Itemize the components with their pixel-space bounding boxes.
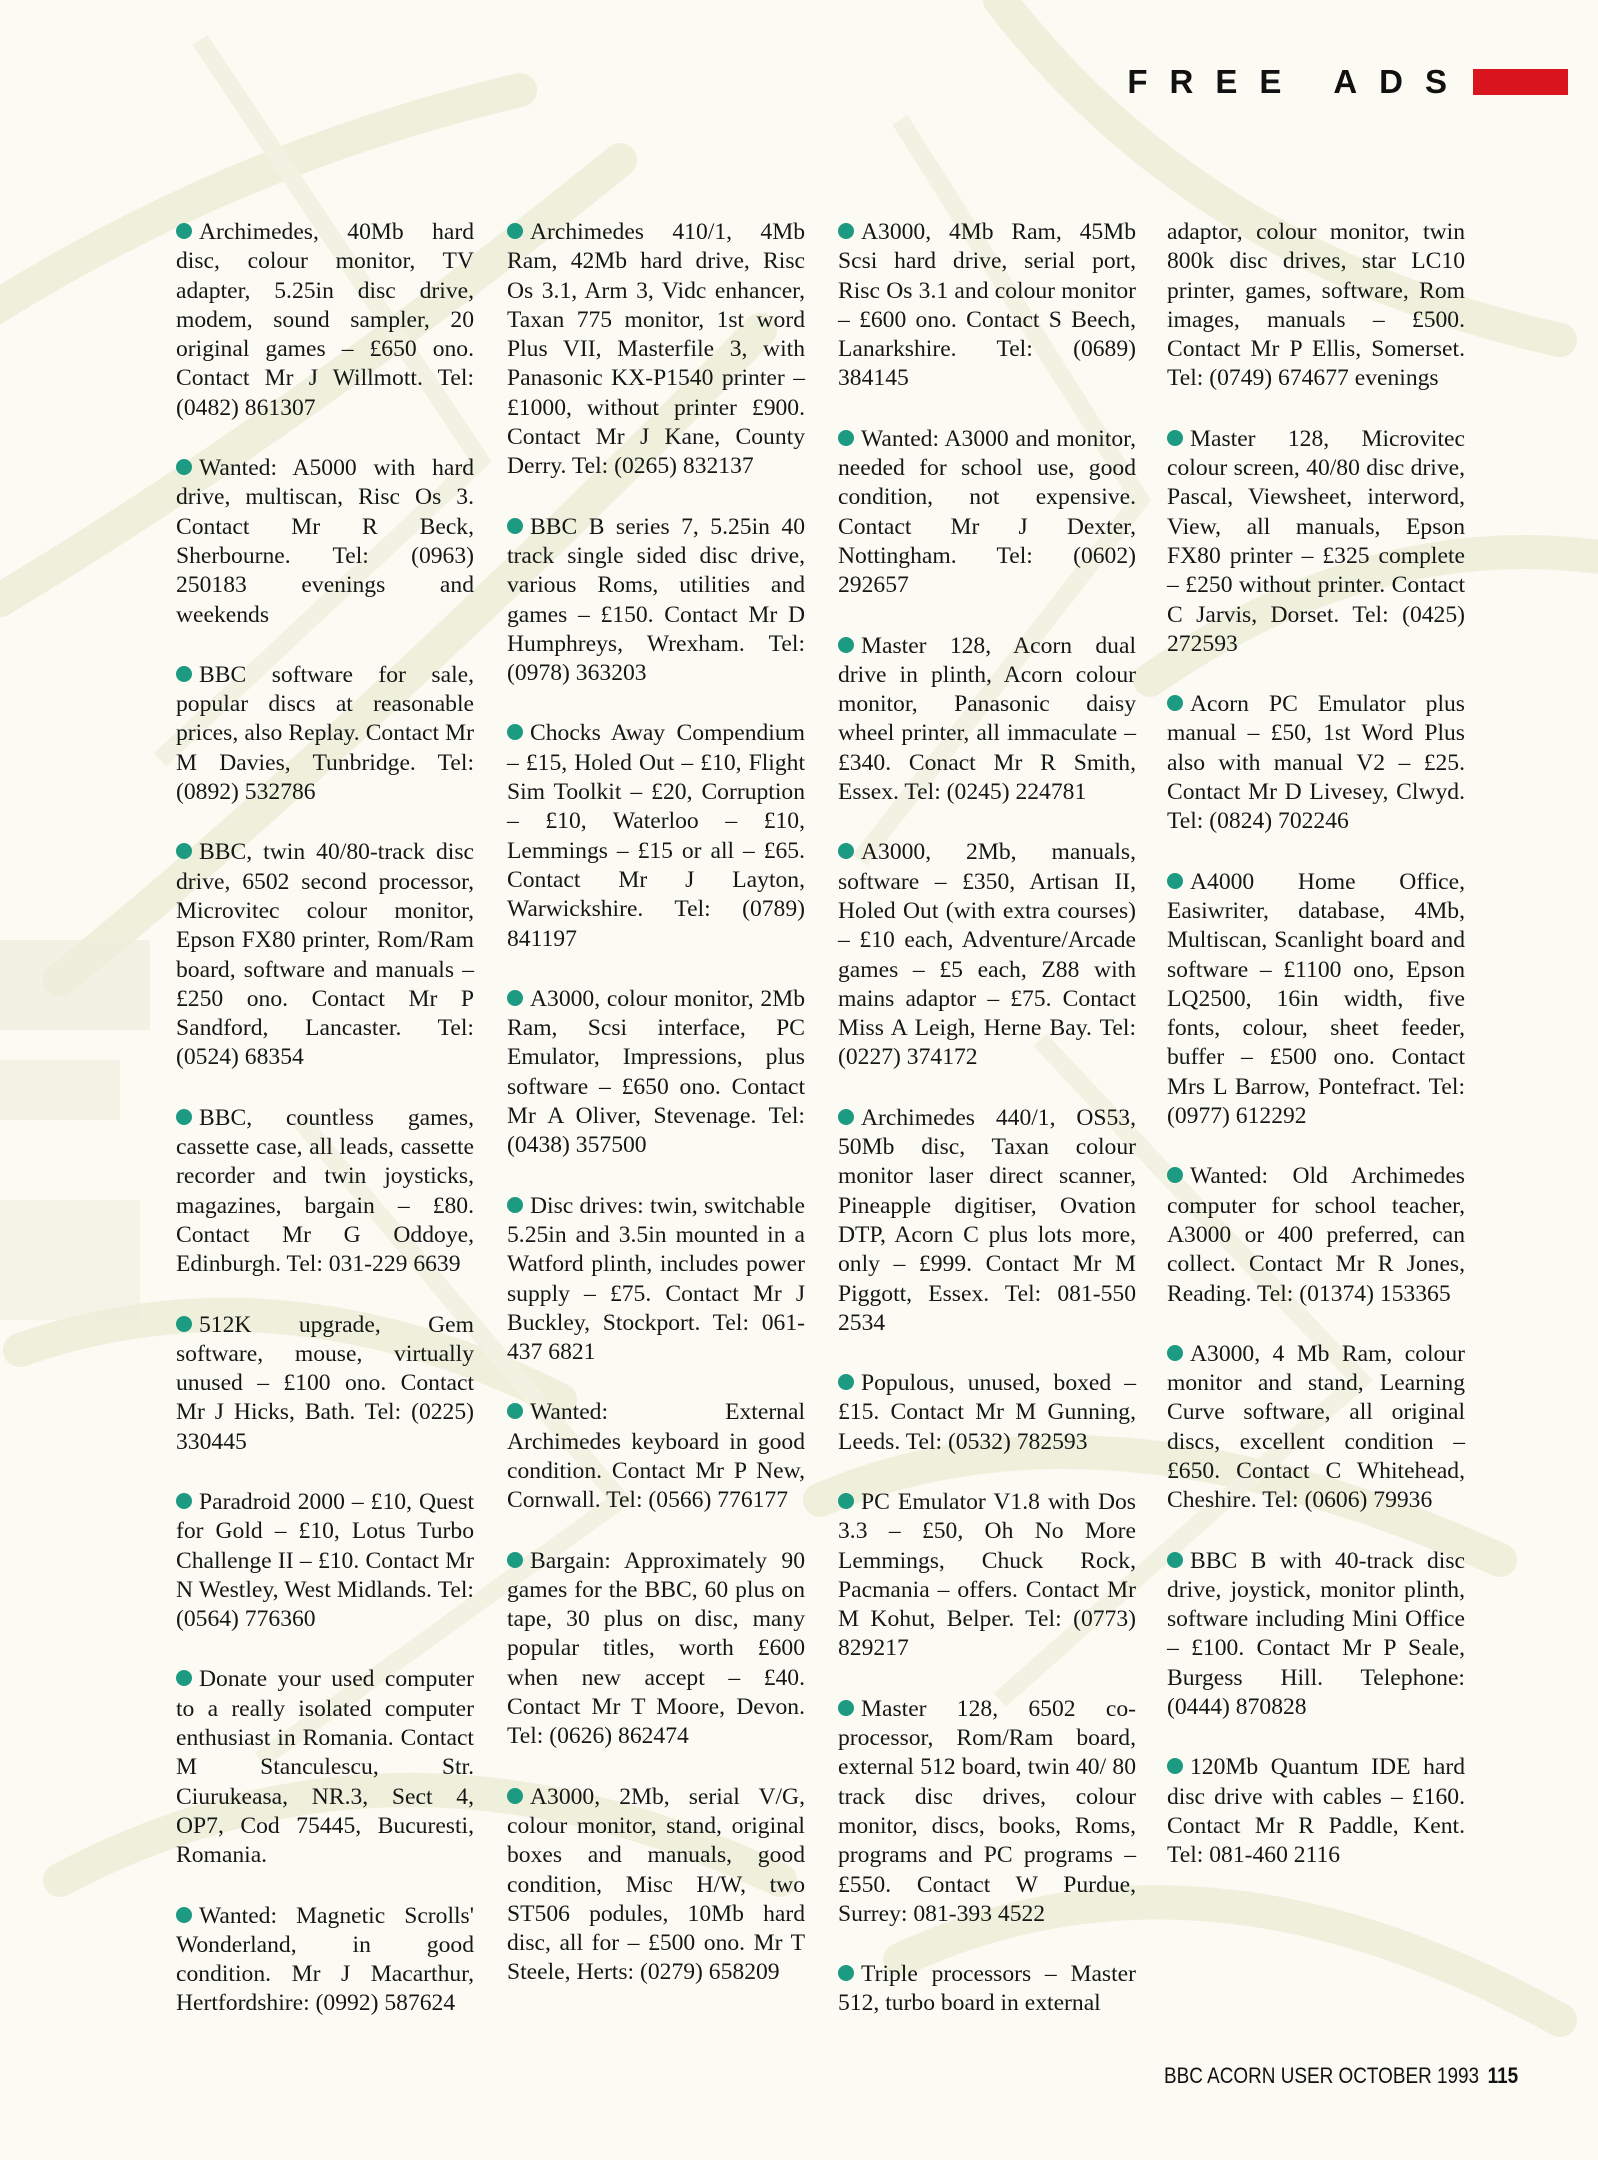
ad-text: A3000, colour monitor, 2Mb Ram, Scsi interface, PC Emulator, Impressions, plus software – £650 ono. Contact Mr A Oliver, Stevenage. Tel: (0438) 357500 (507, 985, 805, 1159)
ad-text: BBC, twin 40/80-track disc drive, 6502 second processor, Microvitec colour monitor, Epson FX80 printer, Rom/Ram board, software and manuals – £250 ono. Contact Mr P Sandford, Lancaster. Tel: (0524) 68354 (176, 839, 474, 1071)
classified-ad (176, 838, 474, 1072)
bullet-icon (176, 223, 192, 239)
ad-text: Archimedes 440/1, OS53, 50Mb disc, Taxan colour monitor laser direct scanner, Pineapple digitiser, Ovation DTP, Acorn C plus lots more, only – £999. Contact Mr M Piggott, Essex. Tel: 081-550 2534 (838, 1104, 1136, 1336)
bullet-icon (507, 1552, 523, 1568)
ad-text: BBC B series 7, 5.25in 40 track single sided disc drive, various Roms, utilities and games – £150. Contact Mr D Humphreys, Wrexham. Tel: (0978) 363203 (507, 513, 805, 687)
header-accent-bar (1473, 69, 1568, 95)
classified-ad (1167, 1753, 1465, 1870)
bullet-icon (176, 1907, 192, 1923)
classified-ad (838, 1369, 1136, 1457)
ad-text: A4000 Home Office, Easiwriter, database, 4Mb, Multiscan, Scanlight board and software – £1100 ono, Epson LQ2500, 16in width, five fonts, colour, sheet feeder, buffer – £500 ono. Contact Mrs L Barrow, Pontefract. Tel: (0977) 612292 (1167, 868, 1465, 1130)
ad-text: Archimedes, 40Mb hard disc, colour monitor, TV adapter, 5.25in disc drive, modem, sound sampler, 20 original games – £650 ono. Contact Mr J Willmott. Tel: (0482) 861307 (176, 219, 474, 421)
classified-ad (838, 425, 1136, 601)
ad-text: Donate your used computer to a really isolated computer enthusiast in Romania. Contact M Stanculescu, Str. Ciurukeasa, NR.3, Sect 4, OP7, Cod 75445, Bucuresti, Romania. (176, 1666, 474, 1869)
bullet-icon (1167, 1552, 1183, 1568)
bullet-icon (176, 666, 192, 682)
ad-text: A3000, 4 Mb Ram, colour monitor and stand, Learning Curve software, all original discs, excellent condition – £650. Contact C Whitehead, Cheshire. Tel: (0606) 79936 (1167, 1340, 1465, 1514)
ads-columns (176, 218, 1466, 2038)
ad-text: Wanted: A3000 and monitor, needed for school use, good condition, not expensive. Contact Mr J Dexter, Nottingham. Tel: (0602) 292657 (838, 425, 1136, 599)
bullet-icon (176, 1316, 192, 1332)
bullet-icon (838, 223, 854, 239)
ad-text: Bargain: Approximately 90 games for the BBC, 60 plus on tape, 30 plus on disc, many popular titles, worth £600 when new accept – £40. Contact Mr T Moore, Devon. Tel: (0626) 862474 (507, 1547, 805, 1750)
column-4 (1167, 218, 1465, 1902)
ad-text: 120Mb Quantum IDE hard disc drive with cables – £160. Contact Mr R Paddle, Kent. Tel: 081-460 2116 (1167, 1754, 1465, 1869)
ad-text: Acorn PC Emulator plus manual – £50, 1st Word Plus also with manual V2 – £25. Contact Mr D Livesey, Clwyd. Tel: (0824) 702246 (1167, 691, 1465, 835)
bullet-icon (838, 1374, 854, 1390)
bullet-icon (507, 1788, 523, 1804)
bullet-icon (176, 1670, 192, 1686)
bullet-icon (176, 459, 192, 475)
classified-ad (838, 838, 1136, 1072)
bullet-icon (507, 1403, 523, 1419)
ad-text: BBC B with 40-track disc drive, joystick, monitor plinth, software including Mini Office – £100. Contact Mr P Seale, Burgess Hill. Telephone: (0444) 870828 (1167, 1547, 1465, 1721)
section-title: FREE ADS (1127, 63, 1469, 100)
classified-ad (176, 1488, 474, 1634)
bullet-icon (838, 1109, 854, 1125)
ad-text: BBC, countless games, cassette case, all leads, cassette recorder and twin joysticks, magazines, bargain – £80. Contact Mr G Oddoye, Edinburgh. Tel: 031-229 6639 (176, 1104, 474, 1278)
classified-ad (176, 661, 474, 807)
classified-ad (176, 218, 474, 423)
ad-text: Populous, unused, boxed – £15. Contact Mr M Gunning, Leeds. Tel: (0532) 782593 (838, 1370, 1136, 1455)
ad-text: 512K upgrade, Gem software, mouse, virtually unused – £100 ono. Contact Mr J Hicks, Bath. Tel: (0225) 330445 (176, 1311, 474, 1455)
bullet-icon (176, 1109, 192, 1125)
bullet-icon (176, 1493, 192, 1509)
classified-ad (838, 218, 1136, 394)
bullet-icon (838, 1700, 854, 1716)
classified-ad (507, 1783, 805, 1988)
classified-ad (1167, 1547, 1465, 1723)
ad-text: Master 128, Acorn dual drive in plinth, Acorn colour monitor, Panasonic daisy wheel printer, all immaculate – £340. Conact Mr R Smith, Essex. Tel: (0245) 224781 (838, 632, 1136, 806)
classified-ad (1167, 1162, 1465, 1308)
ad-text: A3000, 2Mb, serial V/G, colour monitor, stand, original boxes and manuals, good condition, Misc H/W, two ST506 podules, 10Mb hard disc, all for – £500 ono. Mr T Steele, Herts: (0279) 658209 (507, 1783, 805, 1986)
bullet-icon (1167, 1758, 1183, 1774)
bullet-icon (176, 843, 192, 859)
classified-ad (507, 1547, 805, 1752)
ad-text: Disc drives: twin, switchable 5.25in and 3.5in mounted in a Watford plinth, includes power supply – £75. Contact Mr J Buckley, Stockport. Tel: 061-437 6821 (507, 1192, 805, 1366)
bullet-icon (838, 430, 854, 446)
column-1 (176, 218, 474, 2050)
section-header (1127, 62, 1568, 102)
publication-info: BBC ACORN USER OCTOBER 1993 (1164, 2063, 1480, 2088)
classified-ad (1167, 1340, 1465, 1516)
bullet-icon (838, 1965, 854, 1981)
classified-ad (838, 1695, 1136, 1929)
classified-ad (1167, 425, 1465, 659)
classified-ad (507, 985, 805, 1161)
ad-text: Archimedes 410/1, 4Mb Ram, 42Mb hard drive, Risc Os 3.1, Arm 3, Vidc enhancer, Taxan 775 monitor, 1st word Plus VII, Masterfile 3, with Panasonic KX-P1540 printer – £1000, without printer £900. Contact Mr J Kane, County Derry. Tel: (0265) 832137 (507, 219, 805, 480)
ad-text: PC Emulator V1.8 with Dos 3.3 – £50, Oh No More Lemmings, Chuck Rock, Pacmania – offers. Contact Mr M Kohut, Belper. Tel: (0773) 829217 (838, 1488, 1136, 1662)
classified-ad (838, 632, 1136, 808)
ad-text: Wanted: A5000 with hard drive, multiscan, Risc Os 3. Contact Mr R Beck, Sherbourne. Tel: (0963) 250183 evenings and weekends (176, 455, 474, 628)
ad-text: Triple processors – Master 512, turbo board in external (838, 1961, 1136, 2017)
page-footer (1164, 2063, 1518, 2089)
bullet-icon (1167, 873, 1183, 889)
bullet-icon (838, 1493, 854, 1509)
continued-ad: adaptor, colour monitor, twin 800k disc drives, star LC10 printer, games, software, Rom images, manuals – £500. Contact Mr P Ellis, Somerset. Tel: (0749) 674677 evenings (1167, 219, 1465, 392)
classified-ad (838, 1104, 1136, 1338)
ad-text: Master 128, 6502 co-processor, Rom/Ram board, external 512 board, twin 40/ 80 track disc drives, colour monitor, discs, books, Roms, programs and PC programs – £550. Contact W Purdue, Surrey: 081-393 4522 (838, 1695, 1136, 1927)
ad-text: A3000, 4Mb Ram, 45Mb Scsi hard drive, serial port, Risc Os 3.1 and colour monitor – £600 ono. Contact S Beech, Lanarkshire. Tel: (0689) 384145 (838, 219, 1136, 392)
bullet-icon (838, 637, 854, 653)
classified-ad (507, 1398, 805, 1515)
classified-ad (507, 218, 805, 482)
classified-ad (1167, 868, 1465, 1132)
bullet-icon (507, 518, 523, 534)
ad-text: Wanted: External Archimedes keyboard in good condition. Contact Mr P New, Cornwall. Tel: (0566) 776177 (507, 1399, 805, 1514)
classified-ad (838, 1960, 1136, 2019)
bullet-icon (1167, 1167, 1183, 1183)
bullet-icon (1167, 1345, 1183, 1361)
ad-text: Wanted: Magnetic Scrolls' Wonderland, in good condition. Mr J Macarthur, Hertfordshire: (0992) 587624 (176, 1902, 474, 2017)
ad-text: Wanted: Old Archimedes computer for school teacher, A3000 or 400 preferred, can collect. Contact Mr R Jones, Reading. Tel: (01374) 153365 (1167, 1163, 1465, 1307)
classified-ad (838, 1488, 1136, 1664)
classified-ad (507, 513, 805, 689)
classified-ad (507, 719, 805, 953)
ad-text: Chocks Away Compendium – £15, Holed Out – £10, Flight Sim Toolkit – £20, Corruption – £10, Waterloo – £10, Lemmings – £15 or all – £65. Contact Mr J Layton, Warwickshire. Tel: (0789) 841197 (507, 720, 805, 952)
classified-ad (176, 454, 474, 630)
bullet-icon (507, 223, 523, 239)
bullet-icon (1167, 695, 1183, 711)
bullet-icon (1167, 430, 1183, 446)
column-3 (838, 218, 1136, 2050)
column-2 (507, 218, 805, 2019)
ad-text: Paradroid 2000 – £10, Quest for Gold – £10, Lotus Turbo Challenge II – £10. Contact Mr N Westley, West Midlands. Tel: (0564) 776360 (176, 1488, 474, 1633)
page-number: 115 (1487, 2063, 1519, 2088)
bullet-icon (507, 990, 523, 1006)
bullet-icon (838, 843, 854, 859)
ad-text: BBC software for sale, popular discs at reasonable prices, also Replay. Contact Mr M Davies, Tunbridge. Tel: (0892) 532786 (176, 661, 474, 806)
classified-ad (176, 1104, 474, 1280)
ad-text: A3000, 2Mb, manuals, software – £350, Artisan II, Holed Out (with extra courses) – £10 each, Adventure/Arcade games – £5 each, Z88 with mains adaptor – £75. Contact Miss A Leigh, Herne Bay. Tel: (0227) 374172 (838, 839, 1136, 1071)
classified-ad (176, 1665, 474, 1870)
classified-ad (176, 1902, 474, 2019)
bullet-icon (507, 724, 523, 740)
bullet-icon (507, 1197, 523, 1213)
ad-text: Master 128, Microvitec colour screen, 40/80 disc drive, Pascal, Viewsheet, interword, View, all manuals, Epson FX80 printer – £325 complete – £250 without printer. Contact C Jarvis, Dorset. Tel: (0425) 272593 (1167, 425, 1465, 657)
classified-ad (1167, 690, 1465, 836)
classified-ad (507, 1192, 805, 1368)
classified-ad (176, 1311, 474, 1457)
